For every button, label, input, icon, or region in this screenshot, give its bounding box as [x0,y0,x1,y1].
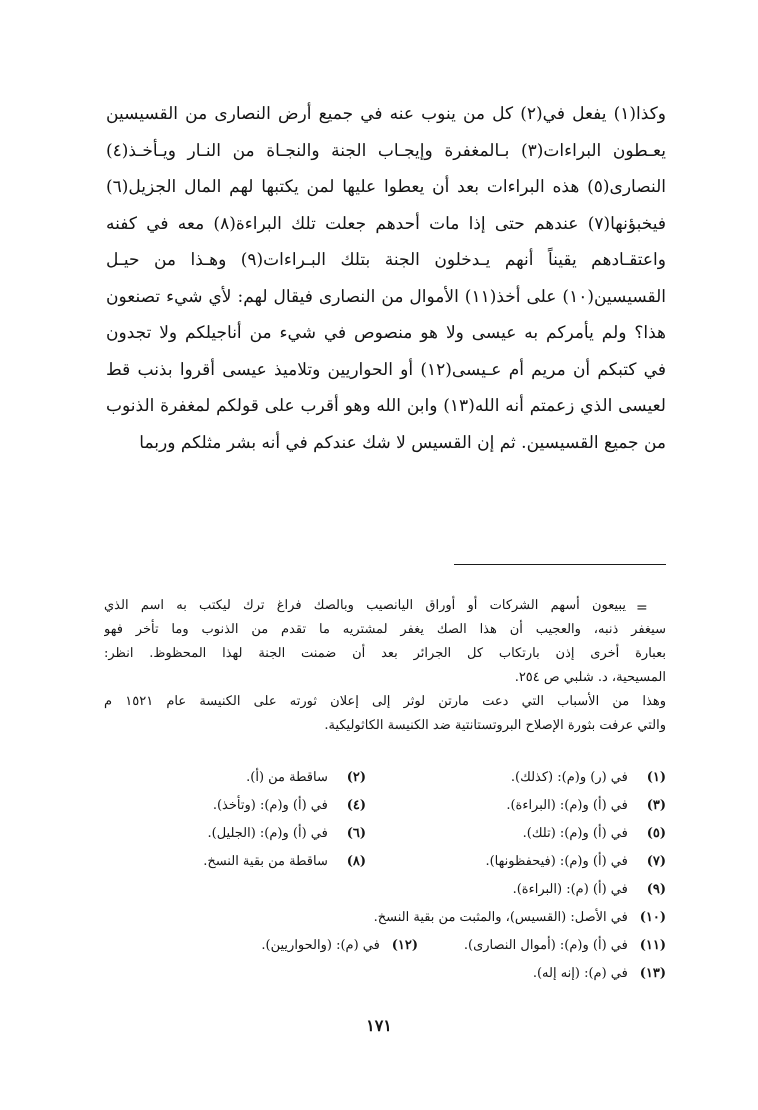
footnote-item [203,848,366,876]
footnote-line: المسيحية، د. شلبي ص ٢٥٤. [514,670,666,685]
footnote-text: ساقطة من (أ). [246,770,328,785]
footnote-item [207,820,366,848]
main-text-line: النصارى(٥) هذه البراءات بعد أن يعطوا عليها لمن يكتبها لهم المال الجزيل(٦) [106,177,666,197]
footnote-text: في (م): (إنه إله). [532,966,628,981]
footnote-item [485,848,666,876]
footnote-row [104,792,666,820]
footnote-item [523,820,666,848]
footnotes-list [104,764,666,988]
footnote-item [513,876,666,904]
footnote-row [104,932,666,960]
main-text-line: هذا؟ ولم يأمركم به عيسى ولا هو منصوص في شيء من أناجيلكم ولا تجدون [106,323,666,343]
footnote-continuation-mark: = [636,600,648,616]
footnote-line: سيغفر ذنبه، والعجيب أن هذا الصك يغفر لمشتريه ما تقدم من الذنوب وما تأخر فهو [104,622,666,637]
footnote-row [104,820,666,848]
footnote-line: والتي عرفت بثورة الإصلاح البروتستانتية ضد الكنيسة الكاثوليكية. [324,718,666,733]
footnote-line: يبيعون أسهم الشركات أو أوراق اليانصيب وبالصك فراغ ترك ليكتب به اسم الذي [104,598,626,613]
footnote-item [261,932,418,960]
footnote-item [533,960,666,988]
footnote-row [104,764,666,792]
footnote-text: في (أ) و(م): (البراءة). [506,798,628,813]
footnote-text: في (م): (والحواريين). [261,938,380,953]
footnote-number: (١٢) [391,938,418,953]
main-text-line: يعـطون البراءات(٣) بـالمغفرة وإيجـاب الجنة والنجـاة من النـار ويـأخـذ(٤) [106,140,666,161]
footnote-row [104,960,666,988]
main-text-line: لعيسى الذي زعمتم أنه الله(١٣) وابن الله وهو أقرب على قولكم لمغفرة الذنوب [106,396,666,416]
footnote-text: في (أ) و(م): (الجليل). [207,826,328,841]
footnote-text: في (أ) و(م): (وتأخذ). [212,798,328,813]
footnote-item [464,932,666,960]
footnote-number: (٧) [646,854,666,869]
footnote-number: (١٠) [639,910,666,925]
footnote-number: (٣) [646,798,666,813]
footnote-number: (٨) [346,854,366,869]
footnote-number: (٥) [646,826,666,841]
footnote-continuation-text [104,594,666,690]
main-text-line: واعتقـادهم يقيناً أنهم يـدخلون الجنة بتلك البـراءات(٩) وهـذا من حيـل [106,250,666,270]
footnote-text: في (أ) و(م): (تلك). [522,826,628,841]
footnote-row [104,848,666,876]
main-text-line: فيخبؤنها(٧) عندهم حتى إذا مات أحدهم جعلت تلك البراءة(٨) معه في كفنه [106,213,666,234]
footnote-row [104,876,666,904]
footnote-number: (٩) [646,882,666,897]
main-text-line: القسيسين(١٠) على أخذ(١١) الأموال من النصارى فيقال لهم: لأي شيء تصنعون [106,286,666,307]
footnote-number: (٦) [346,826,366,841]
footnote-item [213,792,366,820]
footnote-row [104,904,666,932]
main-text-line: وكذا(١) يفعل في(٢) كل من ينوب عنه في جميع أرض النصارى من القسيسين [106,104,666,124]
footnote-text: في (أ) و(م): (فيحفظونها). [485,854,628,869]
footnote-text: في (أ) و(م): (أموال النصارى). [463,938,628,953]
footnote-text: في (أ) (م): (البراءة). [512,882,628,897]
footnote-text: ساقطة من بقية النسخ. [203,854,328,869]
footnote-line: بعبارة أخرى إذن بارتكاب كل الجرائر بعد أن ضمنت الجنة لهذا المحظوظ. انظر: [104,646,666,661]
footnote-number: (١) [646,770,666,785]
footnote-number: (١١) [639,938,666,953]
main-text-line: في كتبكم أن مريم أم عـيسى(١٢) أو الحواريين وتلاميذ عيسى أقروا بذنب قط [106,359,666,380]
footnote-history-text [104,690,666,738]
footnote-item [246,764,366,792]
footnote-number: (٢) [346,770,366,785]
footnote-text: في (ر) و(م): (كذلك). [510,770,628,785]
footnote-item [511,764,666,792]
footnote-text: في الأصل: (القسيس)، والمثبت من بقية النسخ. [373,910,628,925]
footnote-number: (٤) [346,798,366,813]
footnote-item [374,904,666,932]
footnote-divider [454,564,666,565]
footnote-line: وهذا من الأسباب التي دعت مارتن لوثر إلى إعلان ثورته على الكنيسة عام ١٥٢١ م [104,694,666,709]
main-text-line: من جميع القسيسين. ثم إن القسيس لا شك عندكم في أنه بشر مثلكم وربما [139,432,666,453]
page-number: ١٧١ [366,1016,392,1035]
footnote-number: (١٣) [639,966,666,981]
footnote-item [506,792,666,820]
main-text-block [106,96,666,461]
